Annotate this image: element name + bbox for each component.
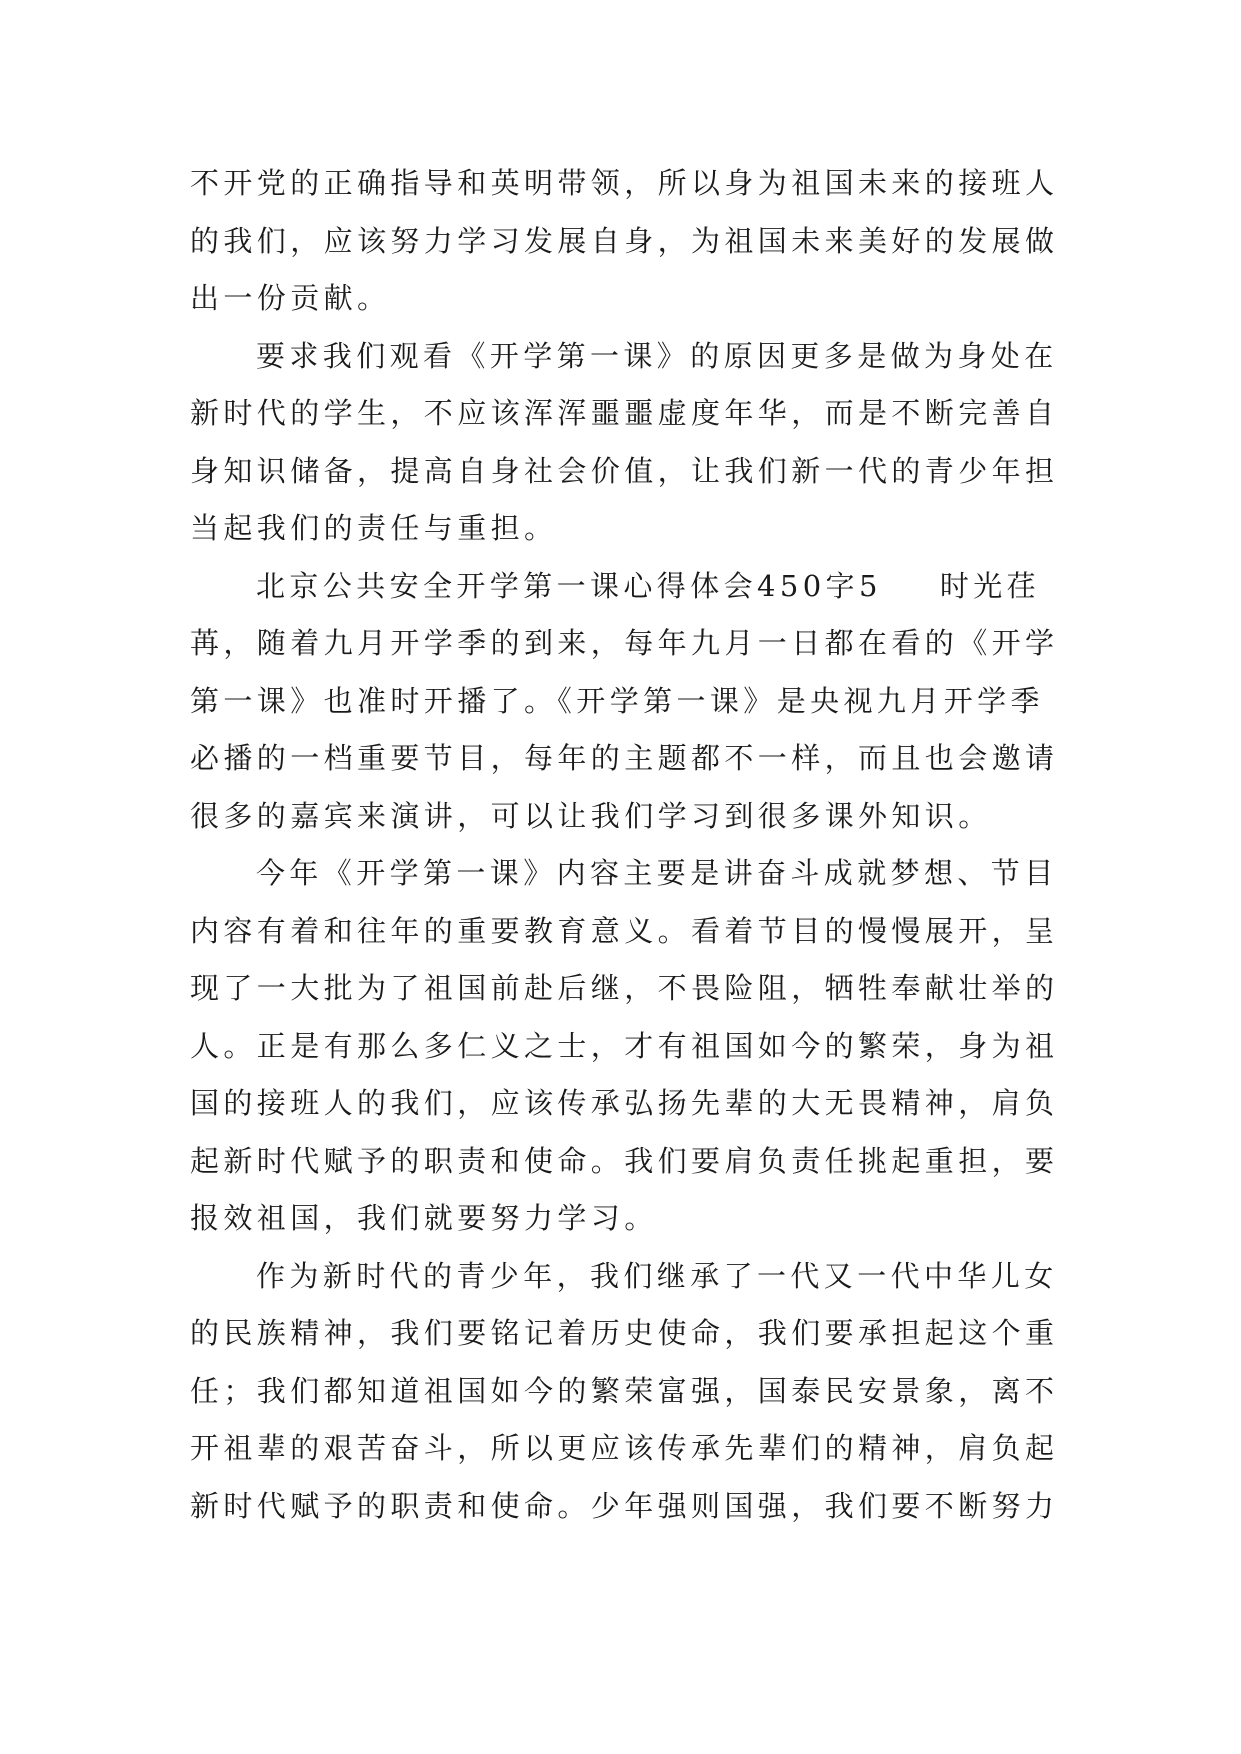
paragraph-5-line-1: 作为新时代的青少年，我们继承了一代又一代中华儿女 xyxy=(256,1258,1058,1293)
document-body xyxy=(190,155,1059,1535)
paragraph-3-line-1-text: 时光荏 xyxy=(939,568,1041,603)
paragraph-1-line-2: 的我们，应该努力学习发展自身，为祖国未来美好的发展做 xyxy=(190,223,1059,258)
paragraph-3-line-1 xyxy=(190,558,1050,616)
paragraph-3-line-4: 必播的一档重要节目，每年的主题都不一样，而且也会邀请 xyxy=(190,741,1059,775)
paragraph-4-line-7: 报效祖国，我们就要努力学习。 xyxy=(190,1201,658,1235)
paragraph-4-line-4: 人。正是有那么多仁义之士，才有祖国如今的繁荣，身为祖 xyxy=(190,1028,1059,1063)
paragraph-5-line-4: 开祖辈的艰苦奋斗，所以更应该传承先辈们的精神，肩负起 xyxy=(190,1431,1059,1465)
paragraph-3-line-2: 苒，随着九月开学季的到来，每年九月一日都在看的《开学 xyxy=(190,626,1059,660)
paragraph-4-line-3: 现了一大批为了祖国前赴后继，不畏险阻，牺牲奉献壮举的 xyxy=(190,971,1059,1005)
paragraph-4-line-2: 内容有着和往年的重要教育意义。看着节目的慢慢展开，呈 xyxy=(190,913,1059,948)
paragraph-3-line-5: 很多的嘉宾来演讲，可以让我们学习到很多课外知识。 xyxy=(190,798,992,833)
paragraph-2-line-3: 身知识储备，提高自身社会价值，让我们新一代的青少年担 xyxy=(190,453,1059,488)
paragraph-1-line-1: 不开党的正确指导和英明带领，所以身为祖国未来的接班人 xyxy=(190,166,1059,200)
paragraph-4-line-5: 国的接班人的我们，应该传承弘扬先辈的大无畏精神，肩负 xyxy=(190,1086,1059,1120)
paragraph-4-line-1: 今年《开学第一课》内容主要是讲奋斗成就梦想、节目 xyxy=(256,856,1058,890)
paragraph-4-line-6: 起新时代赋予的职责和使命。我们要肩负责任挑起重担，要 xyxy=(190,1143,1059,1178)
paragraph-5-line-2: 的民族精神，我们要铭记着历史使命，我们要承担起这个重 xyxy=(190,1316,1059,1350)
paragraph-3-line-3: 第一课》也准时开播了。《开学第一课》是央视九月开学季 xyxy=(190,683,1044,718)
paragraph-2-line-2: 新时代的学生，不应该浑浑噩噩虚度年华，而是不断完善自 xyxy=(190,396,1059,430)
paragraph-5-line-3: 任；我们都知道祖国如今的繁荣富强，国泰民安景象，离不 xyxy=(190,1373,1059,1408)
section-heading: 北京公共安全开学第一课心得体会450字5 xyxy=(256,568,882,603)
paragraph-2-line-4: 当起我们的责任与重担。 xyxy=(190,511,558,545)
paragraph-2-line-1: 要求我们观看《开学第一课》的原因更多是做为身处在 xyxy=(256,338,1058,373)
paragraph-5-line-5: 新时代赋予的职责和使命。少年强则国强，我们要不断努力 xyxy=(190,1488,1059,1523)
paragraph-1-line-3: 出一份贡献。 xyxy=(190,281,391,315)
